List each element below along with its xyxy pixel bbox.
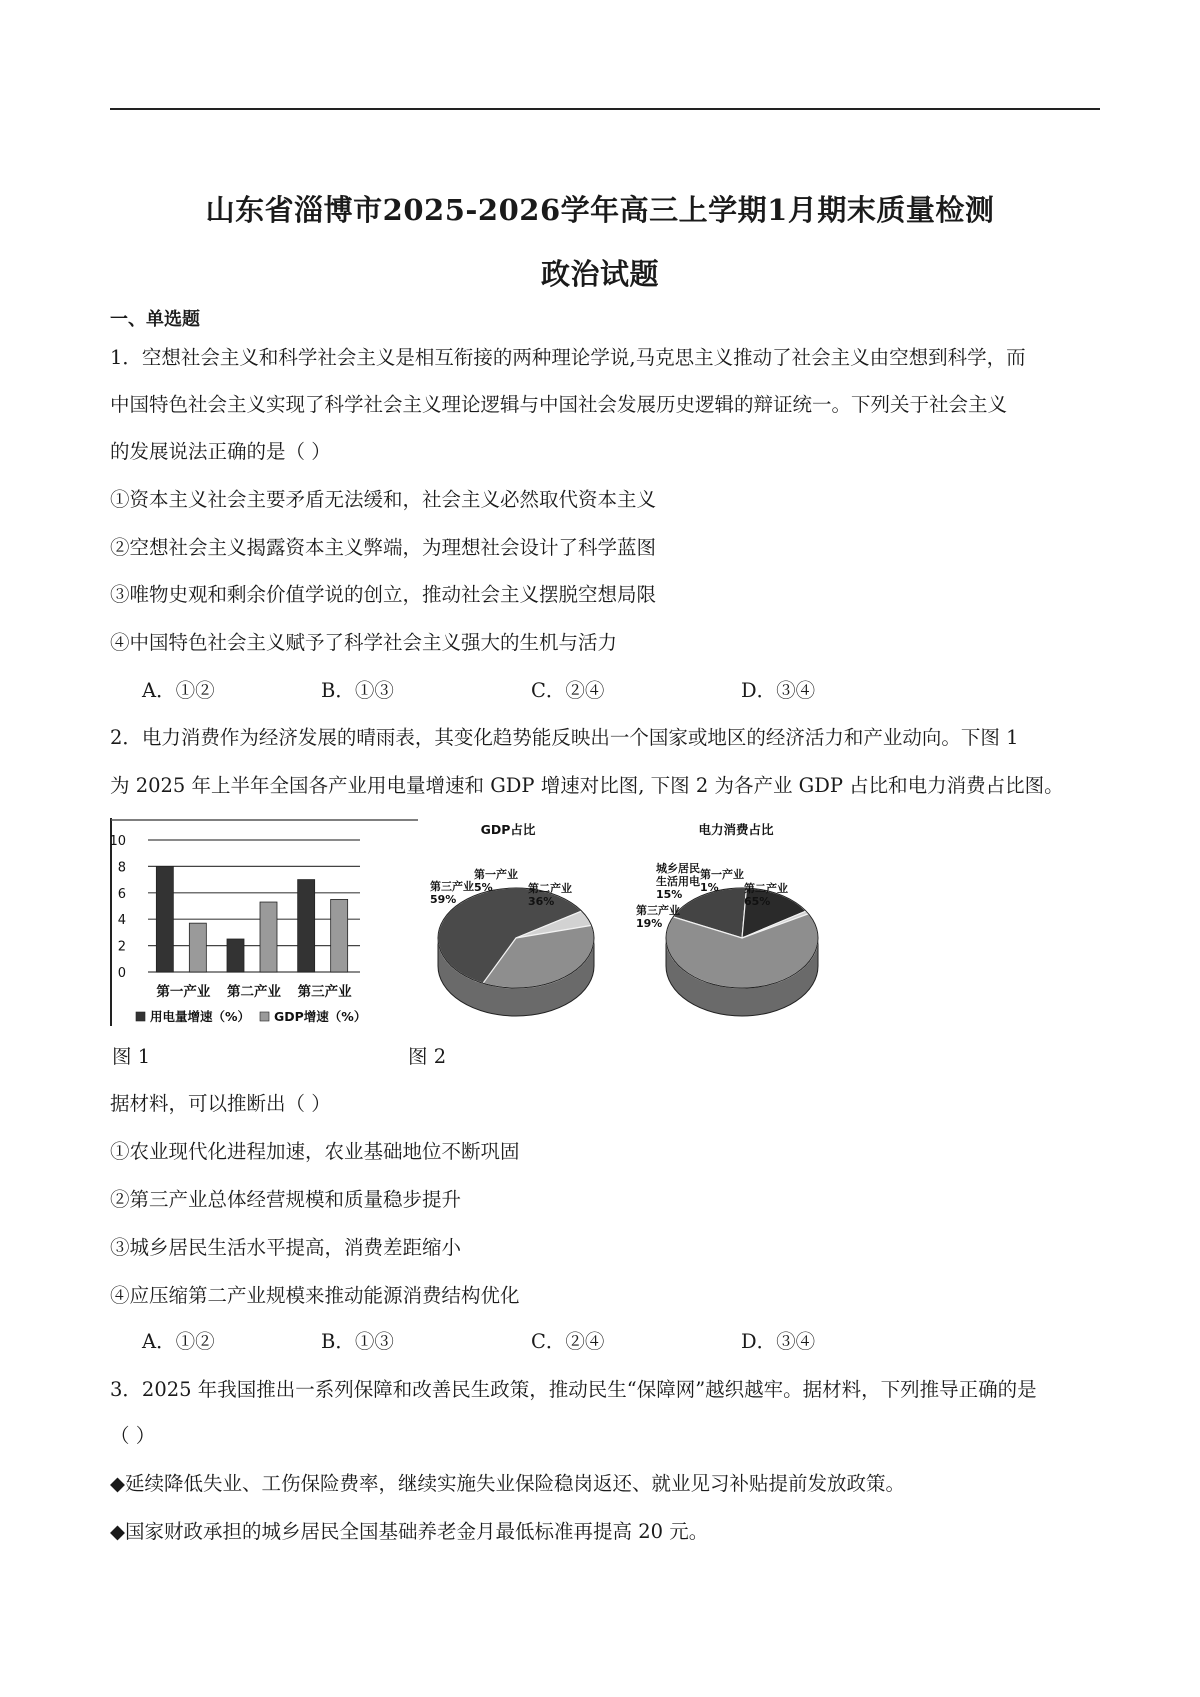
figure-2-electricity-pie	[636, 820, 846, 1025]
q1-statement: ②空想社会主义揭露资本主义弊端，为理想社会设计了科学蓝图	[110, 536, 657, 559]
q3-bullet: ◆国家财政承担的城乡居民全国基础养老金月最低标准再提高 20 元。	[110, 1520, 709, 1543]
bar-electricity	[156, 866, 173, 972]
exam-title: 山东省淄博市2025-2026学年高三上学期1月期末质量检测	[205, 193, 995, 227]
q2-option-b[interactable]: B．①③	[321, 1330, 394, 1353]
figure-1-caption: 图 1	[112, 1045, 151, 1068]
q1-option-d[interactable]: D．③④	[741, 679, 816, 702]
q2-statement: ②第三产业总体经营规模和质量稳步提升	[110, 1188, 462, 1211]
y-tick-label: 2	[117, 939, 126, 955]
q2-option-d[interactable]: D．③④	[741, 1330, 816, 1353]
q1-option-a[interactable]: A．①②	[142, 679, 215, 702]
legend-label: 用电量增速（%）	[150, 1009, 251, 1024]
x-category-label: 第三产业	[297, 984, 352, 1000]
pie-slice-percent: 36%	[528, 895, 555, 908]
pie-slice-percent: 15%	[656, 888, 683, 901]
y-tick-label: 4	[117, 913, 126, 929]
q3-stem-line: 3．2025 年我国推出一系列保障和改善民生政策，推动民生“保障网”越织越牢。据材料，下列推导正确的是	[110, 1378, 1037, 1401]
electricity-pie-title: 电力消费占比	[698, 822, 774, 837]
y-tick-label: 8	[117, 860, 126, 876]
q1-statement: ①资本主义社会主要矛盾无法缓和，社会主义必然取代资本主义	[110, 488, 657, 511]
bar-electricity	[298, 880, 315, 972]
y-tick-label: 0	[117, 966, 126, 981]
figure-2-caption: 图 2	[408, 1045, 447, 1068]
q2-question: 据材料，可以推断出（ ）	[110, 1092, 331, 1115]
pie-slice-label: 生活用电	[656, 875, 700, 888]
x-category-label: 第二产业	[227, 984, 281, 1000]
q1-option-c[interactable]: C．②④	[531, 679, 605, 702]
pie-slice-percent: 19%	[636, 917, 663, 930]
q2-option-c[interactable]: C．②④	[531, 1330, 605, 1353]
q1-stem-line: 的发展说法正确的是（ ）	[110, 440, 331, 463]
q3-stem-line: （ ）	[110, 1424, 156, 1447]
pie-slice-label: 第二产业	[528, 882, 572, 895]
y-tick-label: 6	[117, 886, 126, 902]
exam-subtitle: 政治试题	[540, 257, 659, 291]
x-category-label: 第一产业	[156, 984, 211, 1000]
q2-statement: ①农业现代化进程加速，农业基础地位不断巩固	[110, 1140, 520, 1163]
q2-option-a[interactable]: A．①②	[142, 1330, 215, 1353]
pie-slice-percent: 59%	[430, 893, 457, 906]
q3-bullet: ◆延续降低失业、工伤保险费率，继续实施失业保险稳岗返还、就业见习补贴提前发放政策。	[110, 1472, 905, 1495]
pie-slice-label: 第二产业	[744, 882, 788, 895]
section-heading: 一、单选题	[110, 309, 200, 330]
q2-statement: ④应压缩第二产业规模来推动能源消费结构优化	[110, 1284, 520, 1307]
bar-electricity	[227, 939, 244, 972]
q2-stem-line: 为 2025 年上半年全国各产业用电量增速和 GDP 增速对比图, 下图 2 为各产业 GDP 占比和电力消费占比图。	[110, 774, 1064, 797]
bar-gdp	[331, 899, 348, 972]
y-tick-label: 10	[109, 834, 126, 849]
q1-statement: ③唯物史观和剩余价值学说的创立，推动社会主义摆脱空想局限	[110, 583, 657, 606]
q2-stem-line: 2．电力消费作为经济发展的晴雨表，其变化趋势能反映出一个国家或地区的经济活力和产业动向。下图 1	[110, 726, 1019, 749]
pie-slice-label: 第三产业	[636, 904, 680, 917]
q1-stem-line: 中国特色社会主义实现了科学社会主义理论逻辑与中国社会发展历史逻辑的辩证统一。下列关于社会主义	[110, 393, 1008, 416]
pie-slice-percent: 65%	[744, 895, 771, 908]
pie-slice-label: 城乡居民	[656, 862, 700, 875]
q2-statement: ③城乡居民生活水平提高，消费差距缩小	[110, 1236, 462, 1259]
pie-slice-label: 第三产业	[430, 880, 474, 893]
header-rule	[110, 108, 1100, 110]
pie-slice-percent: 1%	[700, 881, 719, 894]
pie-slice-label: 第一产业	[474, 868, 518, 881]
q1-stem-line: 1．空想社会主义和科学社会主义是相互衔接的两种理论学说,马克思主义推动了社会主义由空想到科学，而	[110, 346, 1026, 369]
figure-1-bar-chart	[108, 818, 420, 1026]
pie-slice-percent: 5%	[474, 881, 493, 894]
legend-swatch	[260, 1012, 269, 1021]
q1-option-b[interactable]: B．①③	[321, 679, 394, 702]
figure-2-gdp-pie	[430, 820, 630, 1025]
legend-label: GDP增速（%）	[274, 1009, 367, 1024]
legend-swatch	[136, 1012, 145, 1021]
gdp-pie-title: GDP占比	[480, 822, 536, 837]
q1-statement: ④中国特色社会主义赋予了科学社会主义强大的生机与活力	[110, 631, 618, 654]
bar-gdp	[189, 923, 206, 972]
pie-slice-label: 第一产业	[700, 868, 744, 881]
bar-gdp	[260, 902, 277, 972]
